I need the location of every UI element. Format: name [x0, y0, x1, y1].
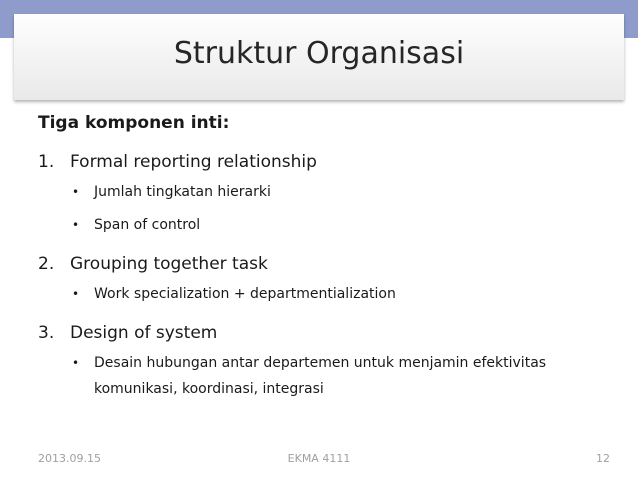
footer-page-number: 12 [596, 452, 610, 465]
component-number: 2. [38, 254, 55, 274]
component-item [38, 254, 618, 304]
intro-heading: Tiga komponen inti: [38, 113, 230, 133]
sub-bullet-item [38, 182, 618, 202]
bullet-text: Span of control [94, 217, 201, 233]
slide-title: Struktur Organisasi [173, 36, 465, 71]
component-item [38, 323, 618, 402]
sub-bullet-item [38, 284, 618, 304]
footer-date: 2013.09.15 [38, 452, 101, 465]
bullet-text: Jumlah tingkatan hierarki [94, 184, 271, 200]
bullet-icon: • [72, 356, 80, 370]
bullet-icon: • [72, 287, 80, 301]
bullet-text: Desain hubungan antar departemen untuk menjamin efektivitas komunikasi, koordinasi, integrasi [94, 355, 547, 397]
component-label: Design of system [70, 323, 218, 343]
sub-bullet-item [38, 215, 618, 235]
component-number: 3. [38, 323, 55, 343]
component-list [38, 152, 618, 402]
bullet-icon: • [72, 185, 80, 199]
sub-bullet-list [38, 353, 618, 402]
bullet-text: Work specialization + departmentialization [94, 286, 396, 302]
component-number: 1. [38, 152, 55, 172]
sub-bullet-list [38, 284, 618, 304]
footer-course-code: EKMA 4111 [287, 452, 351, 465]
bullet-icon: • [72, 218, 80, 232]
sub-bullet-list [38, 182, 618, 235]
component-item [38, 152, 618, 235]
component-label: Grouping together task [70, 254, 268, 274]
component-label: Formal reporting relationship [70, 152, 317, 172]
sub-bullet-item [38, 353, 618, 402]
slide-content [38, 108, 618, 402]
